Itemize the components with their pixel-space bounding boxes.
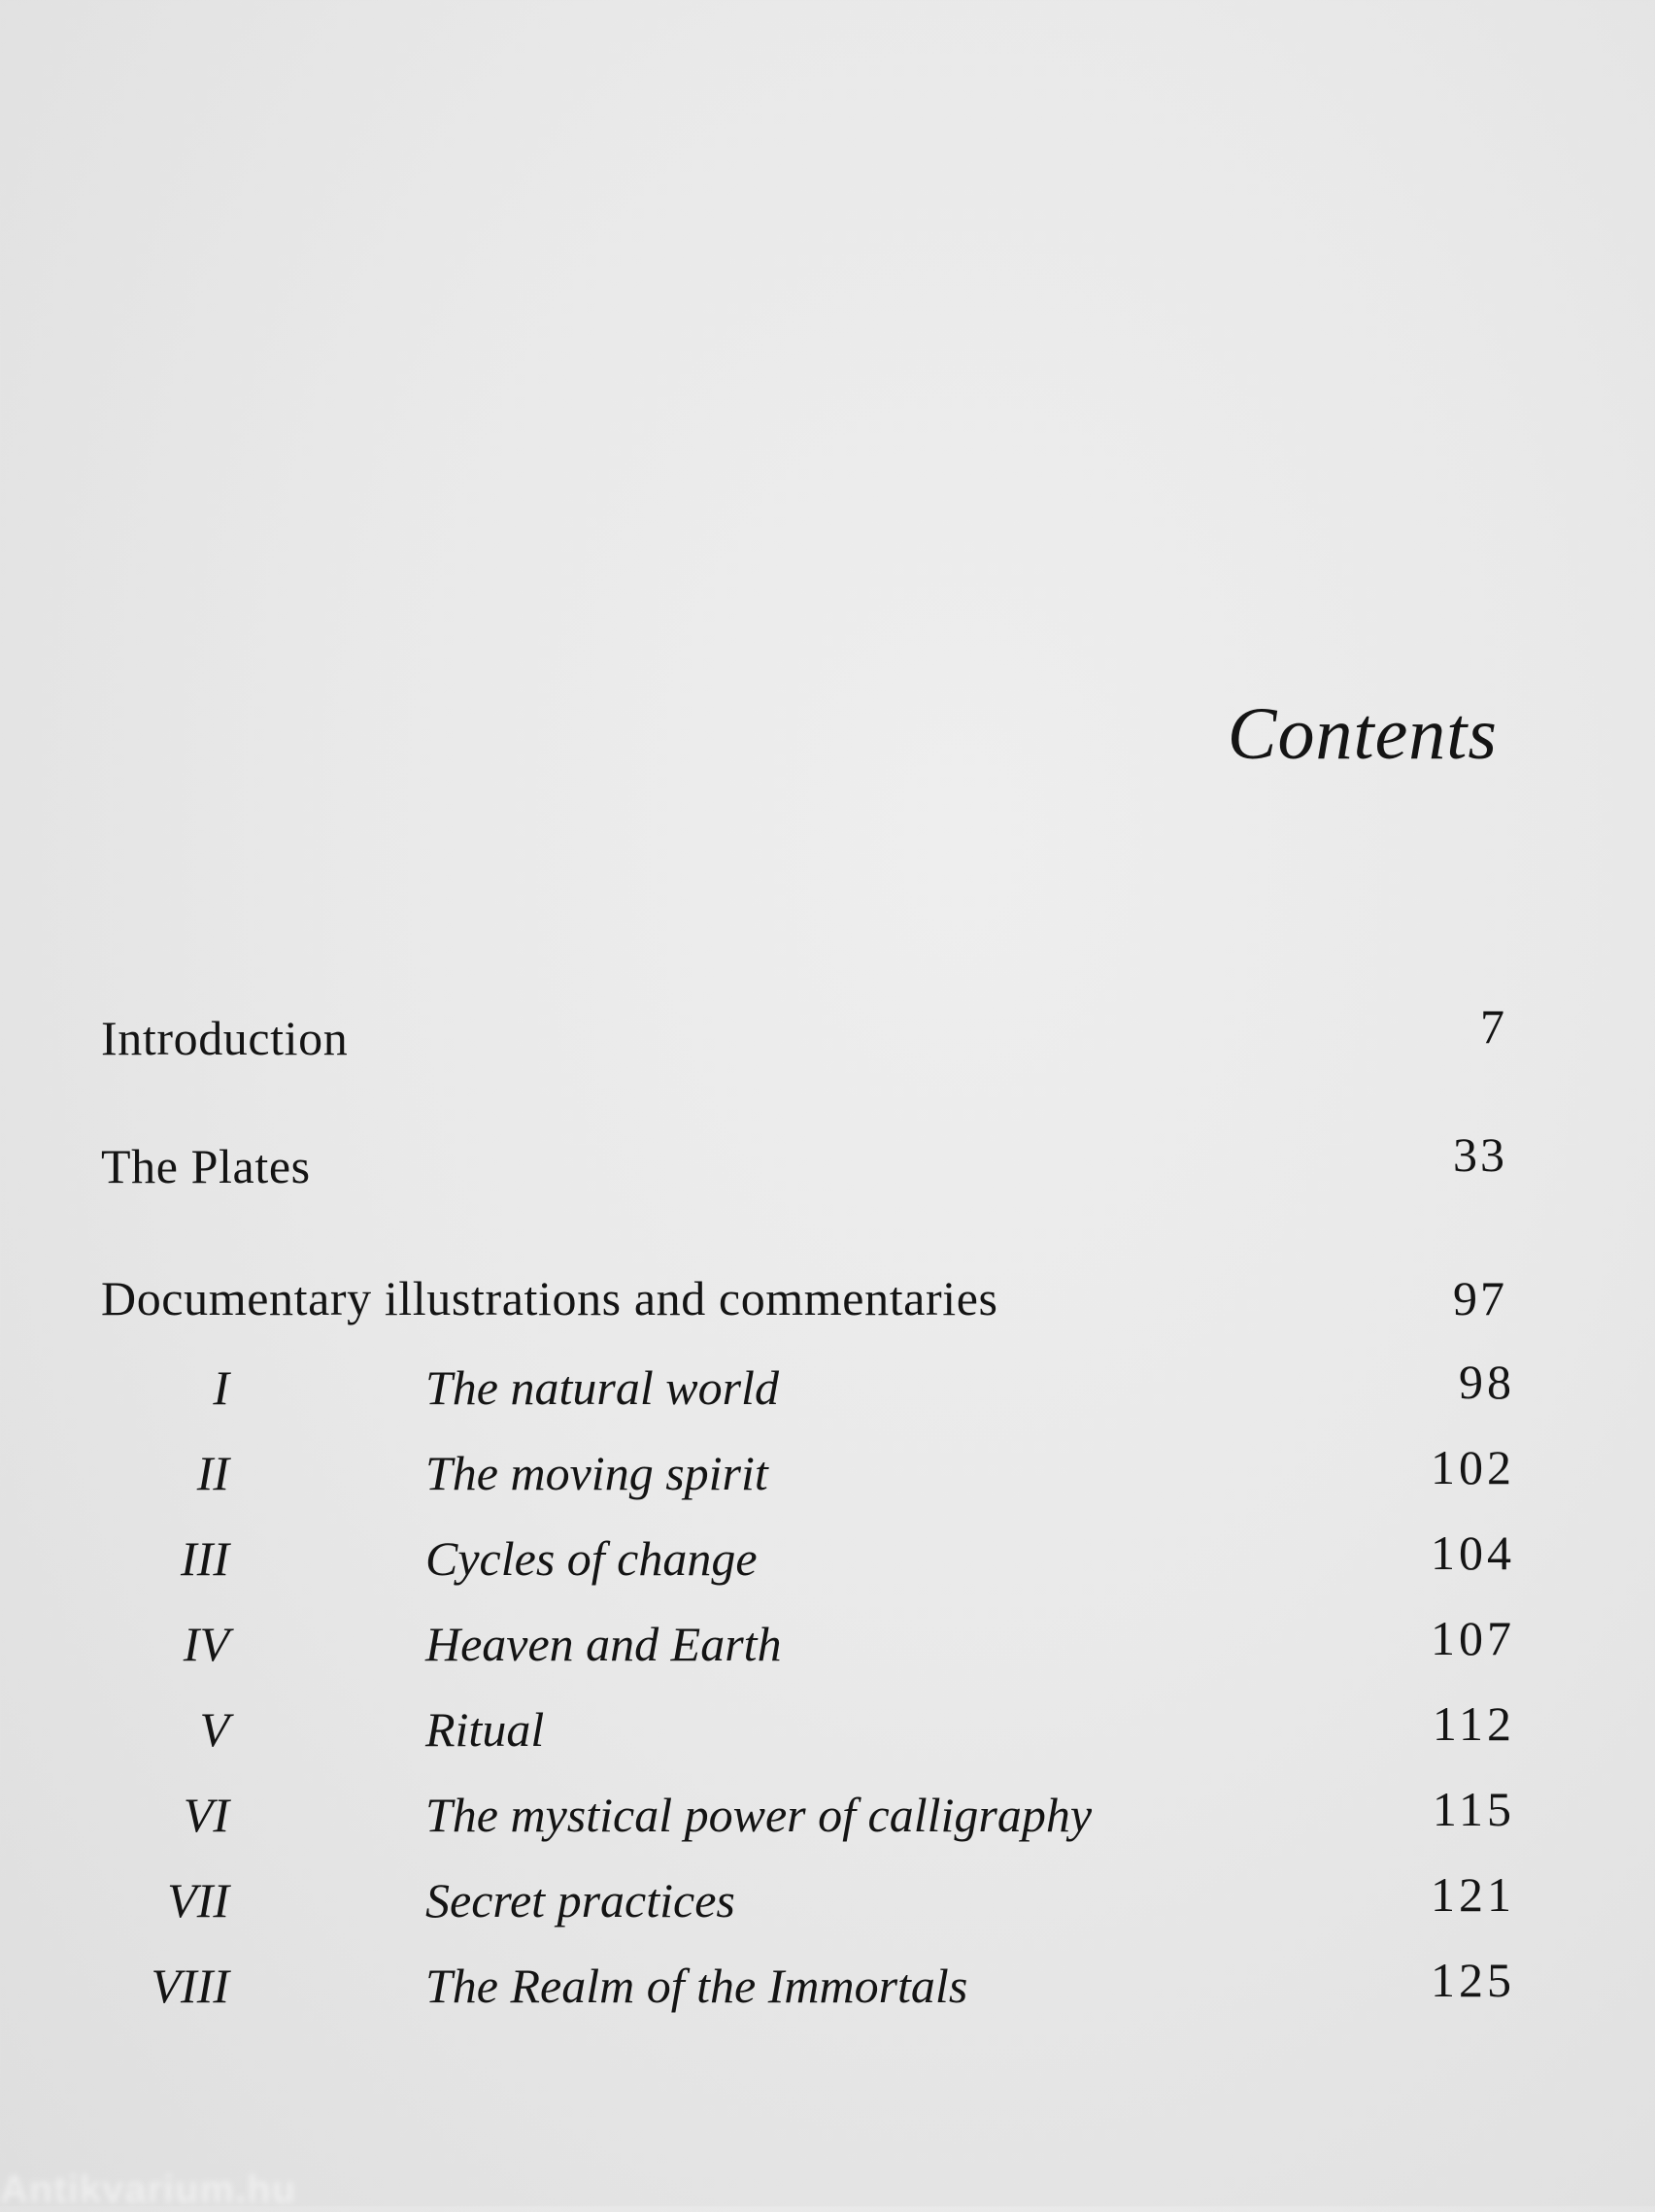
chapter-title: Cycles of change	[425, 1531, 758, 1586]
chapter-page: 125	[1431, 1953, 1515, 2007]
chapter-page: 107	[1431, 1611, 1515, 1665]
chapter-page: 112	[1432, 1696, 1515, 1751]
chapter-numeral: II	[196, 1446, 229, 1500]
chapter-title: Heaven and Earth	[425, 1617, 782, 1671]
toc-entry-page: 7	[1480, 999, 1507, 1054]
chapter-numeral: I	[213, 1360, 229, 1415]
chapter-page: 115	[1432, 1782, 1515, 1836]
chapter-title: The mystical power of calligraphy	[425, 1788, 1093, 1842]
toc-entry-page: 33	[1453, 1127, 1507, 1182]
watermark: Antikvarium.hu	[0, 2168, 297, 2211]
toc-entry-label: The Plates	[101, 1139, 311, 1193]
chapter-page: 98	[1459, 1355, 1515, 1409]
chapter-numeral: IV	[183, 1617, 229, 1671]
toc-entry-page: 97	[1453, 1271, 1507, 1325]
toc-entry-label: Documentary illustrations and commentaries	[101, 1271, 998, 1325]
chapter-title: Ritual	[425, 1702, 545, 1757]
chapter-numeral: V	[199, 1702, 229, 1757]
contents-title: Contents	[1227, 693, 1498, 775]
chapter-page: 102	[1431, 1440, 1515, 1494]
chapter-page: 121	[1431, 1867, 1515, 1922]
chapter-title: The Realm of the Immortals	[425, 1959, 968, 2013]
toc-entry-label: Introduction	[101, 1011, 349, 1065]
chapter-title: The natural world	[425, 1360, 779, 1415]
chapter-page: 104	[1431, 1525, 1515, 1580]
chapter-numeral: VIII	[151, 1959, 229, 2013]
chapter-numeral: VI	[183, 1788, 229, 1842]
chapter-numeral: III	[181, 1531, 229, 1586]
chapter-title: Secret practices	[425, 1873, 735, 1927]
chapter-numeral: VII	[167, 1873, 229, 1927]
chapter-title: The moving spirit	[425, 1446, 768, 1500]
